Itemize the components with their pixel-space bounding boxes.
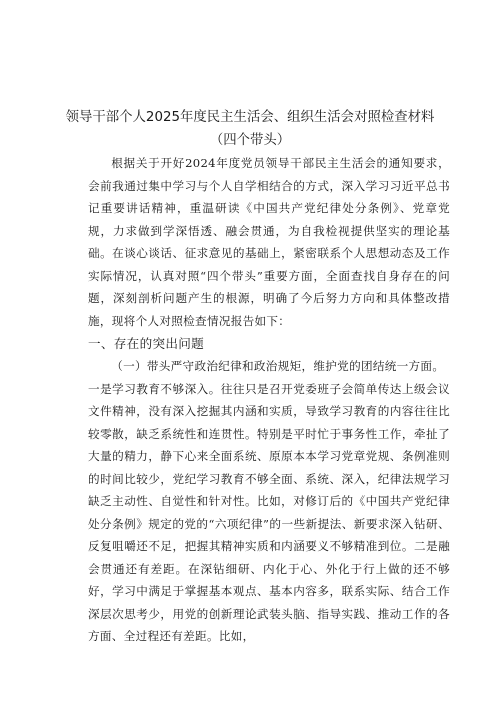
subsection-heading: （一）带头严守政治纪律和政治规矩，维护党的团结统一方面。 (111, 359, 445, 373)
section-heading: 一、存在的突出问题 (88, 336, 205, 351)
document-title: 领导干部个人2025年度民主生活会、组织生活会对照检查材料（四个带头） (65, 110, 435, 148)
body-paragraph: 一是学习教育不够深入。往往只是召开党委班子会简单传达上级会议文件精神，没有深入挖掘其内涵和实质，导致学习教育的内容往往比较零散，缺乏系统性和连贯性。特别是平时忙于事务性工作，牵扯了大量的精力，静下心来全面系统、原原本本学习党章党规、条例准则的时间比较少，党纪学习教育不够全面、系统、深入，纪律法规学习缺乏主动性、自觉性和针对性。比如，对修订后的《中国共产党纪律处分条例》规定的党的“六项纪律”的一些新提法、新要求深入钻研、反复咀嚼还不足，把握其精神实质和内涵要义不够精准到位。二是融会贯通还有差距。在深钻细研、内化于心、外化于行上做的还不够好，学习中满足于掌握基本观点、基本内容多，联系实际、结合工作深层次思考少，用党的创新理论武装头脑、指导实践、推动工作的各方面、全过程还有差距。比如， (88, 381, 450, 643)
document-body (88, 152, 450, 648)
intro-paragraph: 根据关于开好2024年度党员领导干部民主生活会的通知要求，会前我通过集中学习与个人自学相结合的方式，深入学习习近平总书记重要讲话精神，重温研读《中国共产党纪律处分条例》、党章党规，力求做到学深悟透、融会贯通，为自我检视提供坚实的理论基础。在谈心谈话、征求意见的基础上，紧密联系个人思想动态及工作实际情况，认真对照“四个带头”重要方面，全面查找自身存在的问题，深刻剖析问题产生的根源，明确了今后努力方向和具体整改措施，现将个人对照检查情况报告如下： (88, 156, 450, 328)
